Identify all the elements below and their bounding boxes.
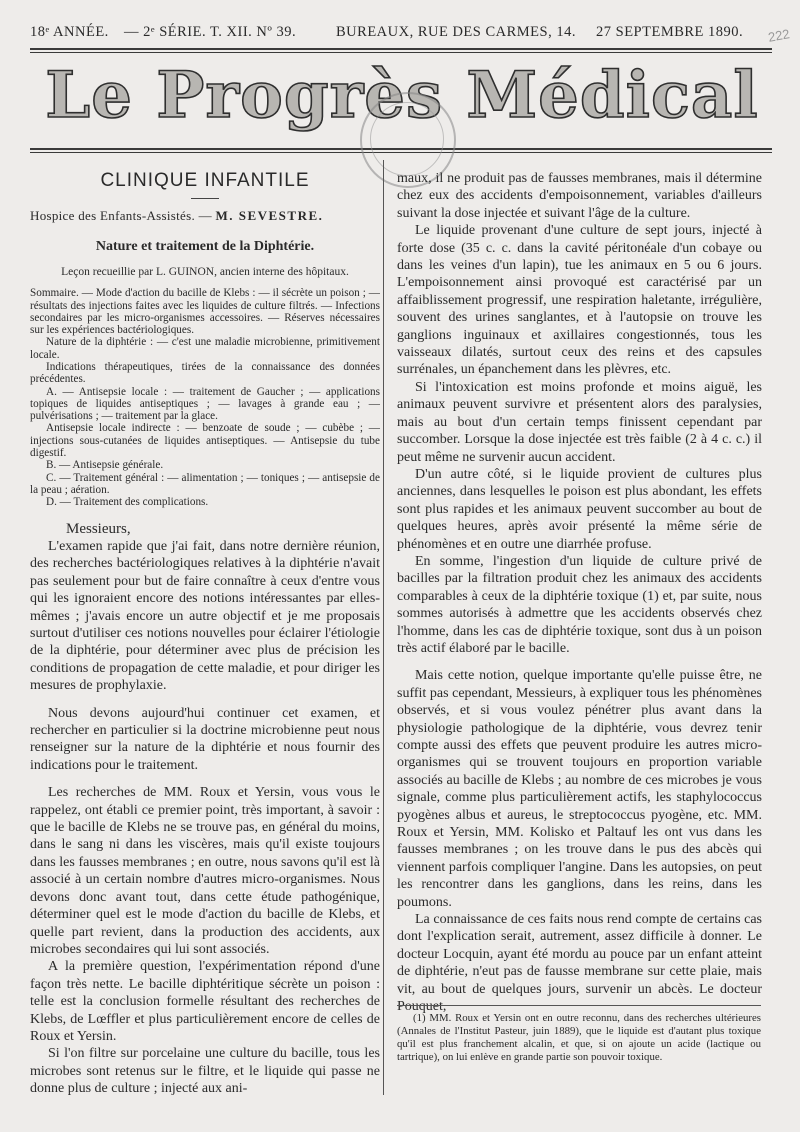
body-paragraph: Si l'intoxication est moins profonde et moins aiguë, les animaux peuvent survivre et présentent alors des paralysies, mais au bout d'un certain temps finissent cependant par succomber. Lorsque la dose injectée est très faible (2 à 4 c. c.) il peut même ne survenir aucun accident. [397, 379, 762, 465]
corner-mark: 222 [766, 26, 791, 45]
salutation: Messieurs, [66, 520, 131, 537]
masthead-title: Le Progrès Médical [45, 58, 759, 133]
sommaire-item: D. — Traitement des complications. [46, 496, 209, 509]
body-paragraph: Nous devons aujourd'hui continuer cet examen, et rechercher en particulier si la doctrine microbienne peut nous renseigner sur la nature de la diphtérie et nous fournir des indications pour le traitement. [30, 705, 380, 773]
body-paragraph: Les recherches de MM. Roux et Yersin, vous vous le rappelez, ont établi ce premier point, très important, à savoir : que le bacille de Klebs ne se trouve pas, en général du moins, dans le sang ni dans les viscères, mais qu'il existe toujours dans les fausses membranes ; en outre, nous savons qu'il est là associé à un certain nombre d'autres micro-organismes. Nous devons donc avant tout, dans cette étude pathogénique, déterminer quel est le mode d'action du bacille de Klebs, et quelle part revient, dans la production des accidents, aux microbes secondaires qui lui sont associés. [30, 785, 380, 957]
header-date: 27 SEPTEMBRE 1890. [596, 24, 744, 40]
body-paragraph: Si l'on filtre sur porcelaine une culture du bacille, tous les microbes sont retenus sur le filtre, et le liquide qui passe ne donne plus de culture ; injecté aux ani- [30, 1046, 380, 1097]
right-column [397, 170, 762, 1016]
header-annee: 18ᵉ ANNÉE. [30, 24, 109, 40]
sommaire-item: Indications thérapeutiques, tirées de la connaissance des données précédentes. [30, 361, 380, 386]
sommaire-item: Sommaire. — Mode d'action du bacille de Klebs : — il sécrète un poison ; — résultats des injections faites avec les liquides de culture filtrés. — Infections secondaires par les micro-organismes accessoires. — Réserves nécessaires sur les expériences bactériologiques. [30, 287, 380, 337]
header-bureaux: BUREAUX, RUE DES CARMES, 14. [336, 24, 576, 40]
sommaire [30, 287, 380, 508]
footnote-text: (1) MM. Roux et Yersin ont en outre reconnu, dans des recherches ultérieures (Annales de l'Institut Pasteur, juin 1889), que le liquide est d'autant plus toxique qu'il est plus franchement alcalin, et que, si on ajoute un acide (lactique ou tartrique), on lui enlève en grande partie son pouvoir toxique. [397, 1012, 761, 1063]
section-title: CLINIQUE INFANTILE [100, 170, 310, 191]
lecon-credit: Leçon recueillie par L. GUINON, ancien interne des hôpitaux. [61, 265, 349, 278]
title-rule [191, 198, 219, 199]
left-column [30, 168, 380, 1098]
body-paragraph: La connaissance de ces faits nous rend compte de certains cas dont l'explication serait, autrement, assez difficile à donner. Le docteur Locquin, ayant été mordu au pouce par un enfant atteint de diphtérie, n'eut pas de fausse membrane sur cette plaie, mais vit, au bout de quelques jours, survenir un abcès. Le docteur Pouquet, [397, 912, 762, 1015]
sommaire-item: A. — Antisepsie locale : — traitement de Gaucher ; — applications topiques de liquides antiseptiques ; — lavages à grande eau ; — pulvérisations ; — traitement par la glace. [30, 385, 380, 423]
body-paragraph: En somme, l'ingestion d'un liquide de culture privé de bacilles par la filtration produit chez les animaux des accidents comparables à ceux de la diphtérie toxique (1) et, par suite, nous sommes autorisés à admettre que les accidents observés chez l'homme, dans les cas de diphtérie toxique, sont dus à un poison très actif élaboré par le bacille. [397, 553, 762, 656]
hospice-line [30, 207, 380, 224]
body-paragraph: A la première question, l'expérimentation répond d'une façon très nette. Le bacille diphtéritique sécrète un poison : telle est la conclusion formelle résultant des recherches de Klebs, de Lœffler et plus particulièrement encore de celles de Roux et Yersin. [30, 959, 380, 1044]
sommaire-item: Nature de la diphtérie : — c'est une maladie microbienne, primitivement locale. [30, 336, 380, 361]
top-rule [30, 48, 772, 53]
column-divider [383, 160, 384, 1095]
body-paragraph: D'un autre côté, si le liquide provient de cultures plus anciennes, dans lesquelles le poison est plus abondant, les effets sont plus rapides et les animaux peuvent succomber au bout de quelques heures, après avoir présenté la même série de phénomènes et en outre une diarrhée profuse. [397, 466, 762, 552]
footnote [397, 1012, 761, 1064]
body-paragraph: Le liquide provenant d'une culture de sept jours, injecté à forte dose (35 c. c. dans la cavité péritonéale d'un cobaye ou dans les veines d'un lapin), tue les animaux en 5 ou 6 jours. L'empoisonnement ainsi provoqué est caractérisé par un affaiblissement progressif, une respiration haletante, irrégulière, souvent des urines sanglantes, et à l'autopsie on trouve les ganglions inguinaux et axillaires congestionnés, tous les vaisseaux dilatés, surtout ceux des reins et des capsules surrénales, un épanchement dans les plèvres, etc. [397, 223, 762, 378]
body-paragraph: L'examen rapide que j'ai fait, dans notre dernière réunion, des recherches bactériologiques relatives à la diphtérie n'avait pas seulement pour but de faire connaître à ceux d'entre vous qui les ignoraient encore des notions intéressantes par elles-mêmes ; j'avais encore un autre objectif et je me proposais surtout d'utiliser ces notions nouvelles pour éclairer l'étiologie de la diphtérie, pour déterminer avec plus de précision les conditions de propagation de cette maladie, et pour diriger les mesures de prophylaxie. [30, 538, 380, 694]
hospice-name: Hospice des Enfants-Assistés. — [30, 208, 216, 223]
lesson-title: Nature et traitement de la Diphtérie. [95, 239, 315, 255]
header-serie: — 2ᵉ SÉRIE. T. XII. Nº 39. [124, 24, 297, 40]
author-name: M. SEVESTRE. [215, 208, 324, 223]
sommaire-item: C. — Traitement général : — alimentation ; — toniques ; — antisepsie de la peau ; aération. [30, 471, 380, 496]
sommaire-item: Antisepsie locale indirecte : — benzoate de soude ; — cubèbe ; — injections sous-cutanées de liquides antiseptiques. — Antisepsie du tube digestif. [30, 422, 380, 460]
footnote-rule [397, 1005, 761, 1006]
sommaire-item: B. — Antisepsie générale. [46, 459, 164, 472]
body-paragraph: maux, il ne produit pas de fausses membranes, mais il détermine chez eux des accidents d'empoisonnement, variables d'ailleurs suivant la dose injectée et suivant l'âge de la culture. [397, 171, 762, 221]
body-paragraph: Mais cette notion, quelque importante qu'elle puisse être, ne suffit pas cependant, Messieurs, à expliquer tous les phénomènes observés, et si vous voulez pénétrer plus avant dans la physiologie pathologique de la diphtérie, vous devrez tenir compte aussi des effets que peuvent produire les autres micro-organismes qui se trouvent toujours en proportion variable associés au bacille de Klebs ; au nombre de ces microbes je vous signale, comme plus particulièrement actifs, les staphylococcus pyogènes albus et aureus, le streptococcus pyogène, etc. MM. Roux et Yersin, MM. Kolisko et Paltauf les ont vus dans les fausses membranes ; on les trouve dans le pus des abcès qui viennent parfois compliquer l'angine. Dans les autopsies, on peut les rencontrer dans les ganglions, dans les reins, dans les poumons. [397, 668, 762, 910]
journal-header [30, 24, 772, 44]
